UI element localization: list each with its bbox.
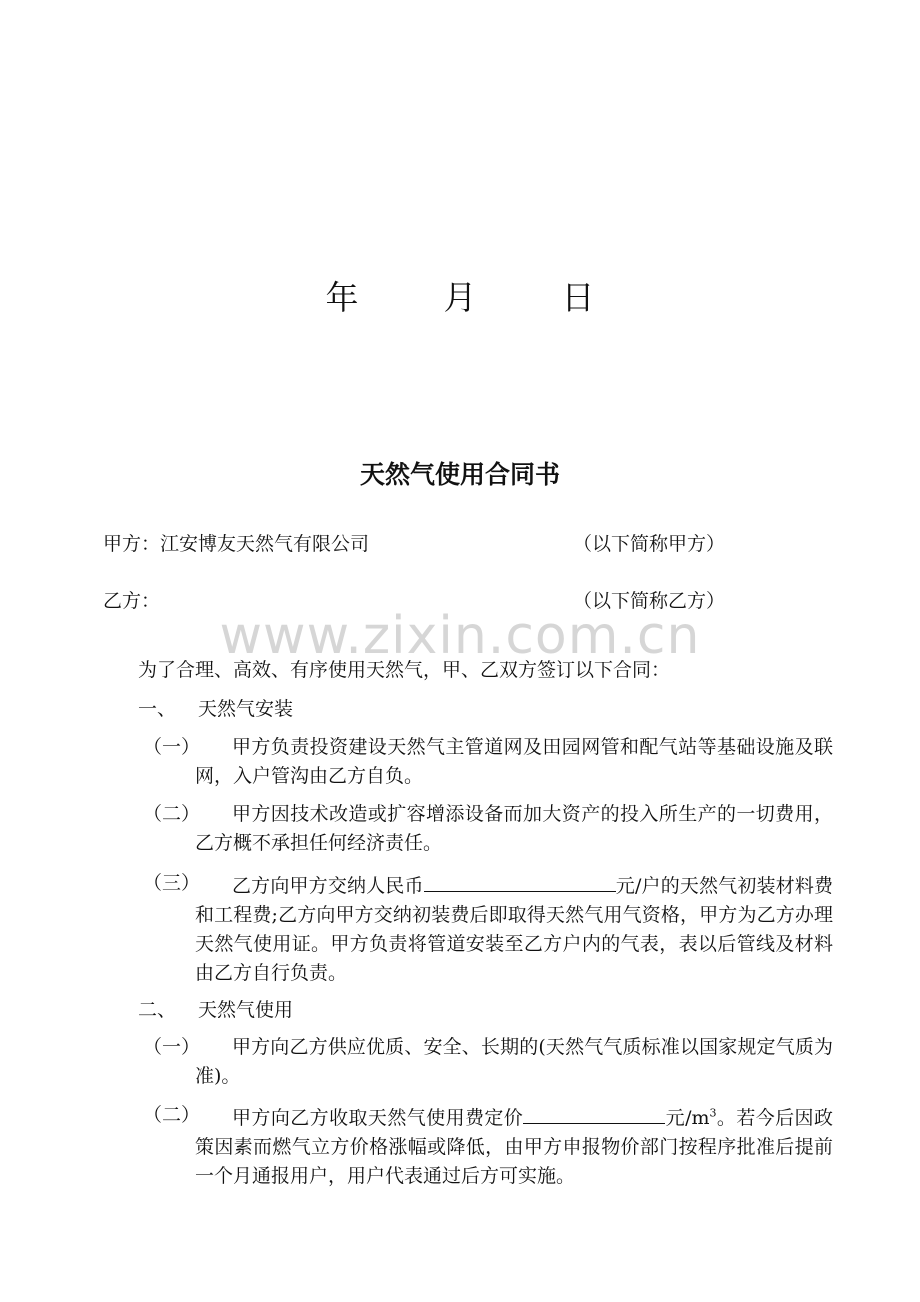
price-unit-superscript: 3: [709, 1106, 717, 1120]
document-title: 天然气使用合同书: [359, 460, 560, 489]
clause-text: [195, 1101, 833, 1191]
clause-2-1: [143, 1033, 833, 1091]
section-heading-2: [138, 995, 293, 1022]
clause-text-before: 乙方向甲方交纳人民币: [232, 875, 424, 897]
day-label: 日: [561, 278, 595, 317]
clause-text-before: 甲方向乙方收取天然气使用费定价: [232, 1107, 524, 1129]
section-title: 天然气使用: [198, 999, 294, 1021]
section-title: 天然气安装: [198, 698, 294, 720]
clause-number: （一）: [143, 736, 201, 758]
price-unit: 元/m: [665, 1107, 710, 1129]
clause-text: 甲方负责投资建设天然气主管道网及田园网管和配气站等基础设施及联网，入户管沟由乙方自负。: [195, 736, 833, 787]
clause-text: 甲方向乙方供应优质、安全、长期的(天然气气质标准以国家规定气质为准)。: [195, 1036, 833, 1087]
clause-text-after: 。若今后因政策因素而燃气立方价格涨幅或降低，由甲方申报物价部门按程序批准后提前一个月通报用户，用户代表通过后方可实施。: [195, 1107, 833, 1187]
party-b-alias: （以下简称乙方）: [573, 590, 726, 612]
clause-text: [195, 869, 833, 988]
party-a-line: [103, 529, 843, 556]
section-heading-1: [138, 694, 293, 721]
party-a-name: 甲方：江安博友天然气有限公司: [103, 533, 370, 555]
clause-1-1: [143, 733, 833, 791]
clause-1-3: [143, 869, 833, 988]
clause-number: （二）: [143, 1104, 201, 1126]
clause-number: （三）: [143, 872, 201, 894]
intro-paragraph: 为了合理、高效、有序使用天然气，甲、乙双方签订以下合同：: [138, 659, 671, 681]
section-number: 二、: [138, 999, 177, 1021]
fee-amount-blank[interactable]: [424, 869, 616, 892]
clause-1-2: [143, 800, 833, 858]
party-b-name: 乙方：: [103, 590, 161, 612]
price-blank[interactable]: [523, 1101, 665, 1124]
party-b-line: [103, 586, 843, 613]
clause-text-after: 元/户的天然气初装材料费和工程费;乙方向甲方交纳初装费后即取得天然气用气资格，甲方为乙方办理天然气使用证。甲方负责将管道安装至乙方户内的气表，表以后管线及材料由乙方自行负责。: [195, 875, 833, 984]
watermark: www.zixin.com.cn: [219, 606, 701, 666]
clause-2-2: [143, 1101, 833, 1191]
section-number: 一、: [138, 698, 177, 720]
party-a-alias: （以下简称甲方）: [573, 533, 726, 555]
date-line: [0, 272, 920, 319]
year-label: 年: [325, 278, 359, 317]
clause-number: （一）: [143, 1036, 201, 1058]
clause-number: （二）: [143, 803, 201, 825]
month-label: 月: [443, 278, 477, 317]
clause-text: 甲方因技术改造或扩容增添设备而加大资产的投入所生产的一切费用，乙方概不承担任何经济责任。: [195, 803, 833, 854]
